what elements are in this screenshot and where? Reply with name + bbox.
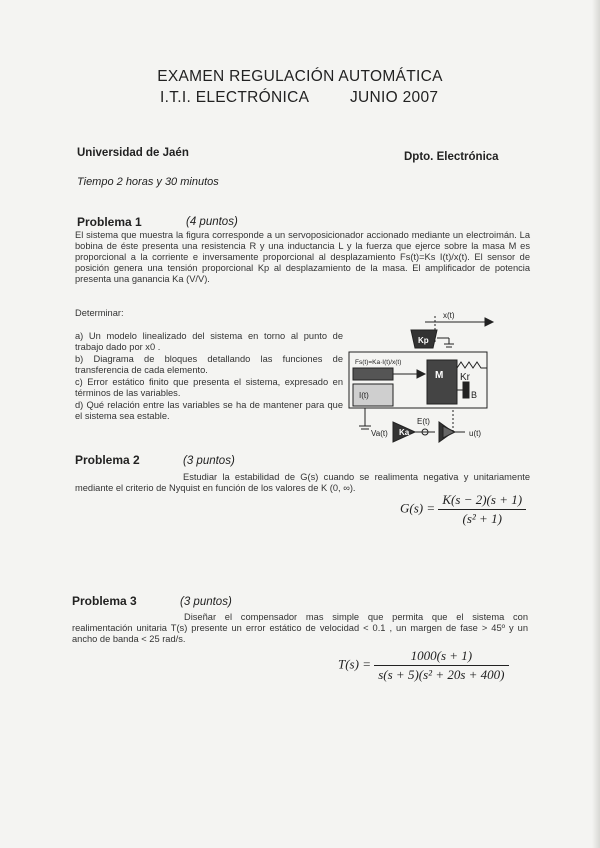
problem1-heading: Problema 1 (77, 215, 142, 229)
problem3-points: (3 puntos) (180, 596, 232, 608)
scan-shadow (592, 0, 600, 848)
course-name: I.T.I. ELECTRÓNICA (160, 89, 310, 106)
servo-diagram (345, 308, 540, 450)
problem3-eq-denominator: s(s + 5)(s² + 20s + 400) (378, 667, 505, 682)
problem2-fraction (438, 492, 526, 527)
problem2-eq-denominator: (s² + 1) (462, 511, 502, 526)
problem3-eq-lhs: T(s) = (338, 656, 371, 672)
fig-label-va: Va(t) (371, 429, 388, 438)
university-name: Universidad de Jaén (77, 147, 189, 159)
problem3-equation (338, 648, 509, 683)
exam-duration: Tiempo 2 horas y 30 minutos (77, 176, 219, 188)
problem1-intro: El sistema que muestra la figura corresponde a un servoposicionador accionado mediante un electroimán. La bobina de éste presenta una resistencia R y una inductancia L y la fuerza que ejerce sobre la masa M es proporcional a la corriente e inversamente proporcional al desplazamiento Fs(t)=Ks I(t)/x(t). El sensor de posición genera una tensión proporcional Kp al desplazamiento de la masa. El amplificador de potencia presenta una ganancia Ka (V/V). (75, 230, 530, 285)
problem1-points: (4 puntos) (186, 216, 238, 228)
problem3-text: Diseñar el compensador mas simple que permita que el sistema con realimentación unitaria T(s) presente un error estático de velocidad < 0.1 , un margen de fase > 45º y un ancho de banda < 25 rad/s. (72, 612, 528, 645)
problem2-equation (400, 492, 526, 527)
fig-label-fs: Fs(t)=Ka·I(t)/x(t) (355, 359, 402, 366)
fig-label-e: E(t) (417, 417, 430, 426)
problem3-heading: Problema 3 (72, 594, 137, 608)
department-name: Dpto. Electrónica (404, 151, 499, 163)
problem1-determine: Determinar: (75, 308, 124, 318)
problem2-eq-lhs: G(s) = (400, 500, 436, 516)
problem1-item-d: d) Qué relación entre las variables se ha de mantener para que el sistema sea estable. (75, 400, 343, 422)
fig-label-b: B (471, 390, 478, 400)
exam-date: JUNIO 2007 (350, 89, 439, 106)
problem2-eq-numerator: K(s − 2)(s + 1) (438, 492, 526, 510)
problem1-item-a: a) Un modelo linealizado del sistema en torno al punto de trabajo dado por x0 . (75, 331, 343, 353)
problem1-item-c: c) Error estático finito que presenta el sistema, expresado en términos de las variables. (75, 377, 343, 399)
fig-label-i: I(t) (359, 391, 369, 400)
fig-label-m: M (435, 370, 444, 381)
fig-label-x: x(t) (443, 311, 455, 320)
fig-label-kr: Kr (460, 372, 470, 383)
exam-subtitle (160, 89, 439, 107)
fig-label-kp: Kp (418, 336, 429, 345)
problem2-heading: Problema 2 (75, 453, 140, 467)
problem2-points: (3 puntos) (183, 455, 235, 467)
fig-label-u: u(t) (469, 429, 481, 438)
fig-label-ka: Ka (399, 428, 410, 437)
exam-title: EXAMEN REGULACIÓN AUTOMÁTICA (157, 68, 443, 85)
problem2-text: Estudiar la estabilidad de G(s) cuando se realimenta negativa y unitariamente mediante el criterio de Nyquist en función de los valores de K (0, ∞). (75, 472, 530, 494)
problem3-fraction (374, 648, 508, 683)
problem1-item-b: b) Diagrama de bloques detallando las funciones de transferencia de cada elemento. (75, 354, 343, 376)
problem3-eq-numerator: 1000(s + 1) (374, 648, 508, 666)
